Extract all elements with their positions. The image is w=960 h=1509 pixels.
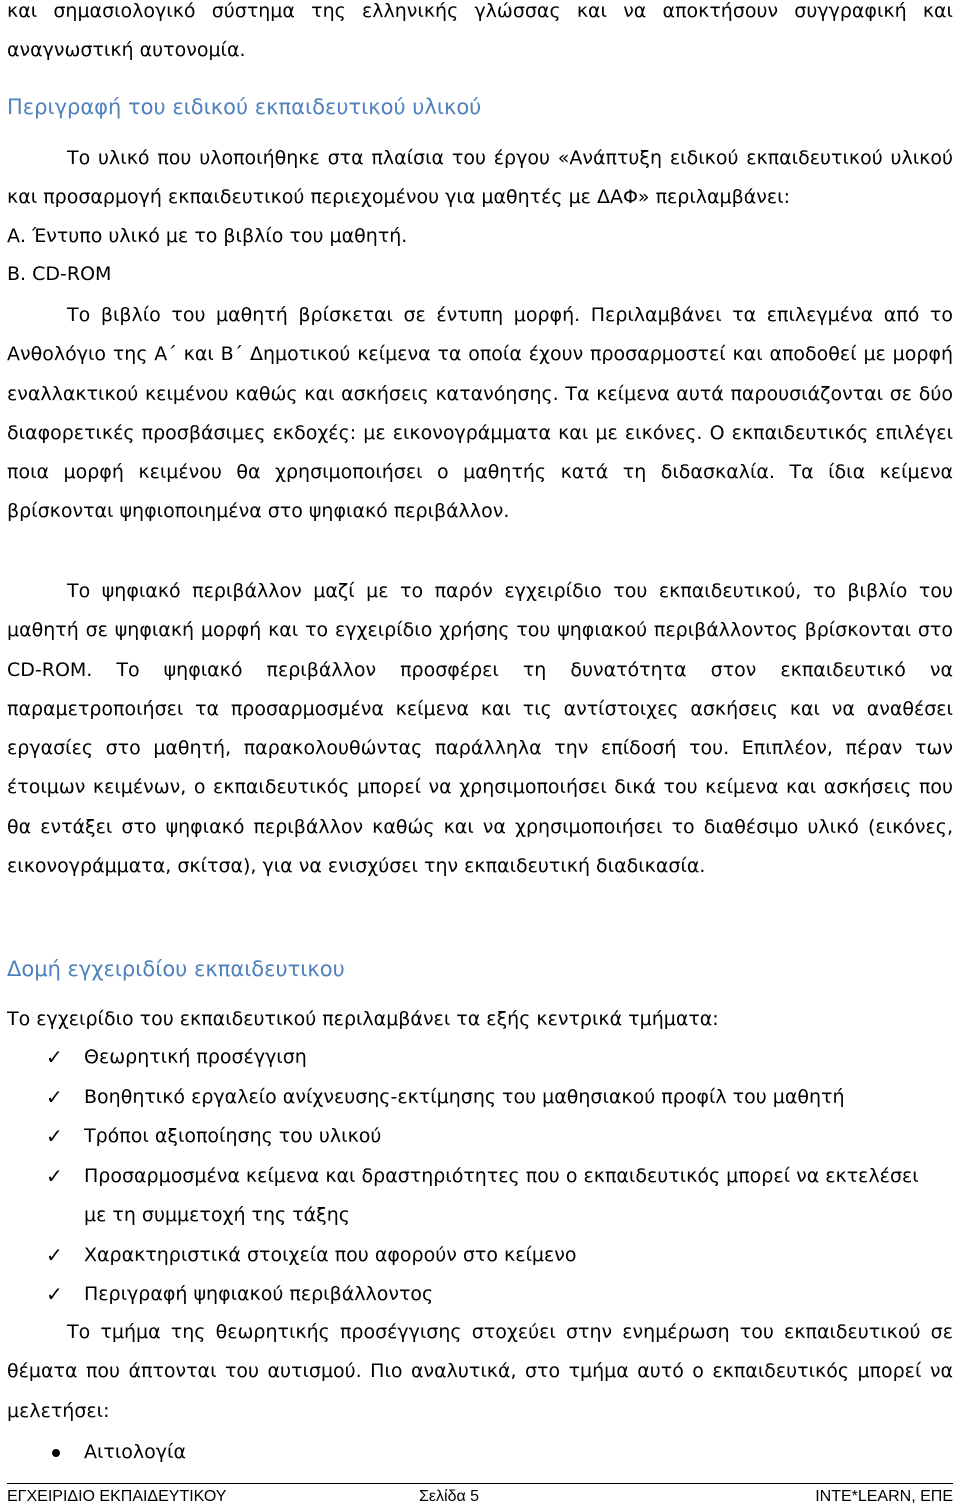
material-item-a: Α. Έντυπο υλικό με το βιβλίο του μαθητή. [7, 225, 408, 247]
manual-sections-list [0, 1038, 960, 1315]
list-item-label: Περιγραφή ψηφιακού περιβάλλοντος [84, 1283, 434, 1305]
structure-intro-line: Το εγχειρίδιο του εκπαιδευτικού περιλαμβάνει τα εξής κεντρικά τμήματα: [7, 1008, 719, 1030]
list-item [0, 1433, 960, 1472]
topics-list [0, 1433, 960, 1472]
bullet-icon [52, 1449, 60, 1457]
footer-page-number: Σελίδα 5 [419, 1488, 480, 1505]
list-item [0, 1157, 944, 1236]
list-item-label: Χαρακτηριστικά στοιχεία που αφορούν στο κείμενο [84, 1243, 577, 1266]
digital-environment-paragraph: Το ψηφιακό περιβάλλον μαζί με το παρόν εγχειρίδιο του εκπαιδευτικού, το βιβλίο του μαθητή σε ψηφιακή μορφή και το εγχειρίδιο χρήσης του ψηφιακού περιβάλλοντος βρίσκονται στο CD-ROM. Το ψηφιακό περιβάλλον προσφέρει τη δυνατότητα στον εκπαιδευτικό να παραμετροποιήσει τα προσαρμοσμένα κείμενα και τις αντίστοιχες ασκήσεις και να αναθέσει εργασίες στο μαθητή, παρακολουθώντας παράλληλα την επίδοσή του. Επιπλέον, πέραν των έτοιμων κειμένων, ο εκπαιδευτικός μπορεί να χρησιμοποιήσει δικά του κείμενα και ασκήσεις που θα εντάξει στο ψηφιακό περιβάλλον καθώς και να χρησιμοποιήσει το διαθέσιμο υλικό (εικόνες, εικονογράμματα, σκίτσα), για να ενισχύσει την εκπαιδευτική διαδικασία. [7, 580, 953, 878]
checkmark-icon: ✓ [46, 1242, 63, 1267]
material-intro-paragraph: Το υλικό που υλοποιήθηκε στα πλαίσια του έργου «Ανάπτυξη ειδικού εκπαιδευτικού υλικού και προσαρμογή εκπαιδευτικού περιεχομένου για μαθητές με ΔΑΦ» περιλαμβάνει: [7, 147, 953, 209]
list-item [0, 1236, 944, 1276]
checkmark-icon: ✓ [46, 1084, 63, 1109]
checkmark-icon: ✓ [46, 1045, 63, 1069]
student-book-paragraph: Το βιβλίο του μαθητή βρίσκεται σε έντυπη μορφή. Περιλαμβάνει τα επιλεγμένα από το Ανθολόγιο της Α΄ και Β΄ Δημοτικού κείμενα τα οποία έχουν προσαρμοστεί και αποδοθεί με μορφή εναλλακτικού κειμένου καθώς και ασκήσεις κατανόησης. Τα κείμενα αυτά παρουσιάζονται σε δύο διαφορετικές προσβάσιμες εκδοχές: με εικονογράμματα και με εικόνες. Ο εκπαιδευτικός επιλέγει ποια μορφή κειμένου θα χρησιμοποιήσει ο μαθητής κατά τη διδασκαλία. Τα ίδια κείμενα βρίσκονται ψηφιοποιημένα στο ψηφιακό περιβάλλον. [7, 304, 953, 523]
footer-company: INTE*LEARN, ΕΠΕ [815, 1488, 953, 1505]
heading-material-description: Περιγραφή του ειδικού εκπαιδευτικού υλικού [7, 95, 482, 119]
list-item [0, 1038, 944, 1078]
checkmark-icon: ✓ [46, 1282, 63, 1306]
list-item [0, 1275, 944, 1315]
checkmark-icon: ✓ [46, 1124, 63, 1148]
list-item-label: Αιτιολογία [84, 1441, 186, 1463]
footer-divider [7, 1483, 953, 1484]
checkmark-icon: ✓ [46, 1163, 63, 1188]
intro-paragraph-end: και σημασιολογικό σύστημα της ελληνικής γλώσσας και να αποκτήσουν συγγραφική και αναγνωστική αυτονομία. [7, 0, 953, 62]
theory-section-paragraph: Το τμήμα της θεωρητικής προσέγγισης στοχεύει στην ενημέρωση του εκπαιδευτικού σε θέματα που άπτονται του αυτισμού. Πιο αναλυτικά, στο τμήμα αυτό ο εκπαιδευτικός μπορεί να μελετήσει: [7, 1321, 953, 1422]
list-item-label: Βοηθητικό εργαλείο ανίχνευσης-εκτίμησης του μαθησιακού προφίλ του μαθητή [84, 1085, 845, 1108]
list-item-label: Προσαρμοσμένα κείμενα και δραστηριότητες που ο εκπαιδευτικός μπορεί να εκτελέσει με τη συμμετοχή της τάξης [84, 1164, 919, 1226]
list-item [0, 1117, 944, 1157]
heading-manual-structure: Δομή εγχειριδίου εκπαιδευτικου [7, 957, 345, 981]
list-item [0, 1078, 944, 1118]
footer-document-title: ΕΓΧΕΙΡΙΔΙΟ ΕΚΠΑΙΔΕΥΤΙΚΟΥ [7, 1488, 227, 1505]
list-item-label: Θεωρητική προσέγγιση [84, 1046, 307, 1068]
list-item-label: Τρόποι αξιοποίησης του υλικού [84, 1125, 382, 1147]
material-item-b: Β. CD-ROM [7, 263, 112, 285]
